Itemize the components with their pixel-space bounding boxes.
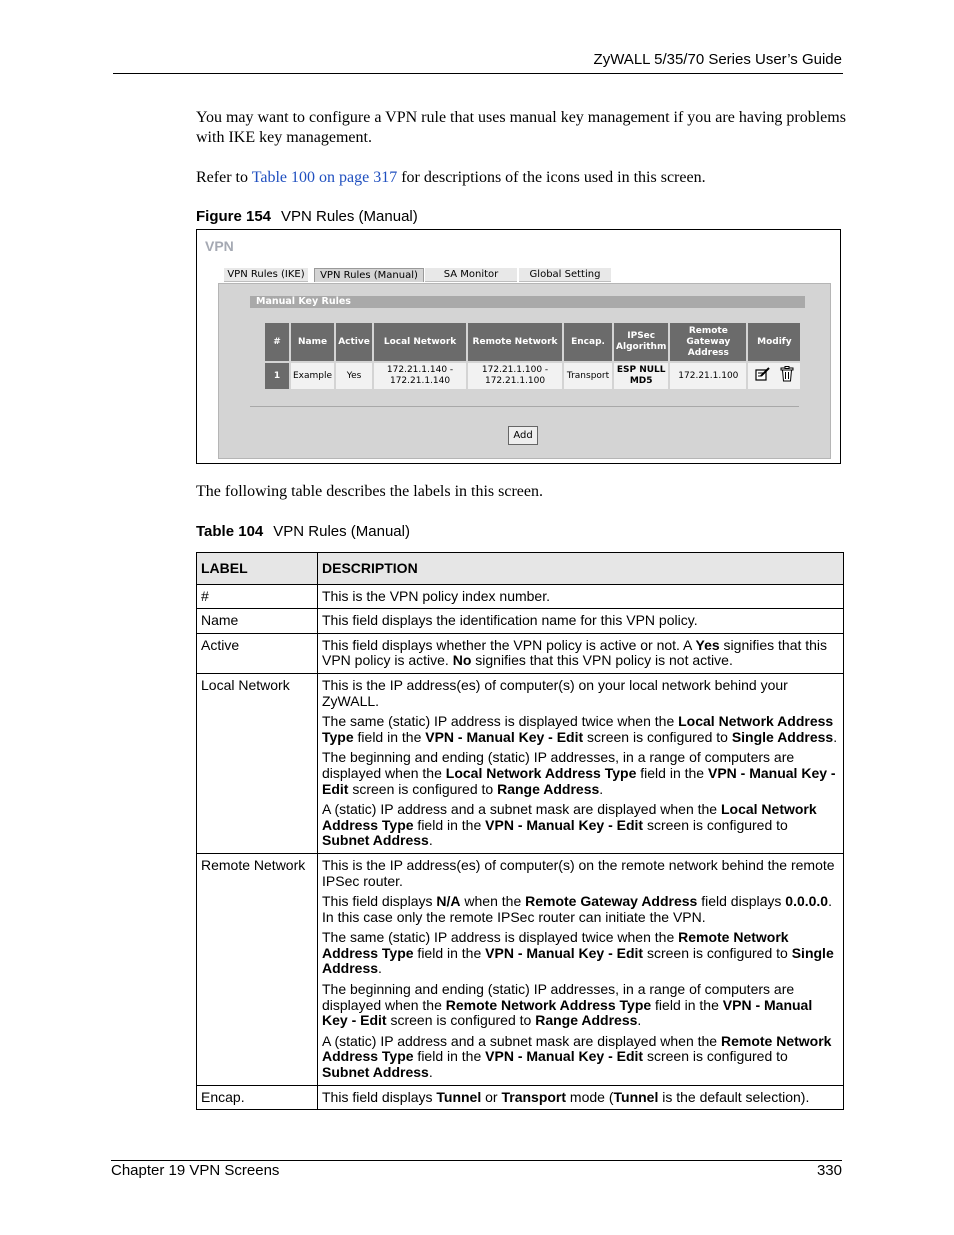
table-row xyxy=(197,673,844,853)
screen-title: VPN xyxy=(205,238,234,254)
desc-paragraph: This is the IP address(es) of computer(s) on the remote network behind the remote IPSec router. xyxy=(322,856,835,889)
trash-icon[interactable] xyxy=(780,366,794,386)
tab-sa-monitor[interactable]: SA Monitor xyxy=(425,268,517,282)
tab-vpn-rules-manual[interactable]: VPN Rules (Manual) xyxy=(314,268,424,282)
cell-index: 1 xyxy=(264,362,290,390)
cell-algorithm: ESP NULL MD5 xyxy=(613,362,669,390)
desc-paragraph: This field displays N/A when the Remote Gateway Address field displays 0.0.0.0. In this case only the remote IPSec router can initiate the VPN. xyxy=(322,893,832,925)
cell-gateway: 172.21.1.100 xyxy=(669,362,747,390)
header-description: DESCRIPTION xyxy=(318,553,844,585)
col-name: Name xyxy=(290,322,335,362)
refer-paragraph xyxy=(196,169,846,187)
table-row xyxy=(197,1085,844,1110)
row-description: This field displays the identification name for this VPN policy. xyxy=(318,609,844,634)
refer-prefix: Refer to xyxy=(196,169,252,186)
intro-paragraph: You may want to configure a VPN rule that uses manual key management if you are having problems with IKE key management. xyxy=(196,109,846,146)
table-title: VPN Rules (Manual) xyxy=(273,523,410,540)
row-description: This field displays whether the VPN policy is active or not. A Yes signifies that this VPN policy is active. No signifies that this VPN policy is not active. xyxy=(318,633,844,673)
table-row xyxy=(197,633,844,673)
row-description: This is the VPN policy index number. xyxy=(318,584,844,609)
cell-remote-network: 172.21.1.100 - 172.21.1.100 xyxy=(467,362,563,390)
cell-local-network: 172.21.1.140 - 172.21.1.140 xyxy=(373,362,467,390)
manual-rules-table xyxy=(263,321,802,391)
add-button[interactable]: Add xyxy=(508,426,538,445)
desc-paragraph: A (static) IP address and a subnet mask are displayed when the Remote Network Address Type field in the VPN - Manual Key - Edit screen is configured to Subnet Address. xyxy=(322,1032,832,1081)
footer-rule xyxy=(111,1160,842,1161)
table-row xyxy=(197,853,844,1085)
tab-global-setting[interactable]: Global Setting xyxy=(519,268,611,282)
row-label: Encap. xyxy=(197,1085,318,1110)
refer-suffix: for descriptions of the icons used in this screen. xyxy=(397,169,706,186)
col-encap: Encap. xyxy=(563,322,613,362)
col-active: Active xyxy=(335,322,373,362)
desc-paragraph: This is the IP address(es) of computer(s) on your local network behind your ZyWALL. xyxy=(322,676,788,709)
row-label: Local Network xyxy=(197,673,318,853)
row-description xyxy=(318,673,844,853)
table-label: Table 104 xyxy=(196,523,264,540)
desc-header-row xyxy=(197,553,844,585)
table-row xyxy=(264,362,801,390)
row-label: Remote Network xyxy=(197,853,318,1085)
table-row xyxy=(197,584,844,609)
table-row xyxy=(197,609,844,634)
running-header: ZyWALL 5/35/70 Series User’s Guide xyxy=(593,51,842,68)
col-index: # xyxy=(264,322,290,362)
header-label: LABEL xyxy=(197,553,318,585)
section-title: Manual Key Rules xyxy=(250,296,805,308)
row-label: # xyxy=(197,584,318,609)
row-description xyxy=(318,853,844,1085)
table-link[interactable]: Table 100 on page 317 xyxy=(251,169,398,186)
cell-modify xyxy=(747,362,801,390)
row-description: This field displays Tunnel or Transport mode (Tunnel is the default selection). xyxy=(318,1085,844,1110)
desc-paragraph: The same (static) IP address is displayed twice when the Remote Network Address Type field in the VPN - Manual Key - Edit screen is configured to Single Address. xyxy=(322,929,834,977)
col-remote-network: Remote Network xyxy=(467,322,563,362)
table-caption xyxy=(196,523,410,540)
cell-encap: Transport xyxy=(563,362,613,390)
col-local-network: Local Network xyxy=(373,322,467,362)
following-paragraph: The following table describes the labels in this screen. xyxy=(196,483,544,500)
figure-label: Figure 154 xyxy=(196,208,272,225)
figure-screenshot xyxy=(196,229,841,464)
row-label: Active xyxy=(197,633,318,673)
col-remote-gateway: Remote Gateway Address xyxy=(669,322,747,362)
desc-paragraph: A (static) IP address and a subnet mask are displayed when the Local Network Address Type field in the VPN - Manual Key - Edit screen is configured to Subnet Address. xyxy=(322,801,817,849)
footer-chapter: Chapter 19 VPN Screens xyxy=(111,1162,280,1179)
desc-paragraph: The same (static) IP address is displayed twice when the Local Network Address Type field in the VPN - Manual Key - Edit screen is configured to Single Address. xyxy=(322,713,838,745)
row-label: Name xyxy=(197,609,318,634)
tab-vpn-rules-ike[interactable]: VPN Rules (IKE) xyxy=(224,268,308,282)
desc-paragraph: The beginning and ending (static) IP addresses, in a range of computers are displayed when the Local Network Address Type field in the VPN - Manual Key - Edit screen is configured to Range Address. xyxy=(322,749,836,797)
rules-panel xyxy=(218,283,831,459)
page-number: 330 xyxy=(816,1162,842,1179)
label-description-table xyxy=(196,552,844,1110)
col-modify: Modify xyxy=(747,322,801,362)
table-header-row xyxy=(264,322,801,362)
figure-title: VPN Rules (Manual) xyxy=(281,208,418,225)
edit-icon[interactable] xyxy=(755,366,771,386)
cell-active: Yes xyxy=(335,362,373,390)
desc-paragraph: The beginning and ending (static) IP addresses, in a range of computers are displayed when the Remote Network Address Type field in the VPN - Manual Key - Edit screen is configured to Range Address. xyxy=(322,981,813,1029)
col-ipsec-algorithm: IPSec Algorithm xyxy=(613,322,669,362)
header-rule xyxy=(113,73,843,74)
panel-divider xyxy=(250,406,799,407)
cell-name: Example xyxy=(290,362,335,390)
figure-caption xyxy=(196,208,418,225)
